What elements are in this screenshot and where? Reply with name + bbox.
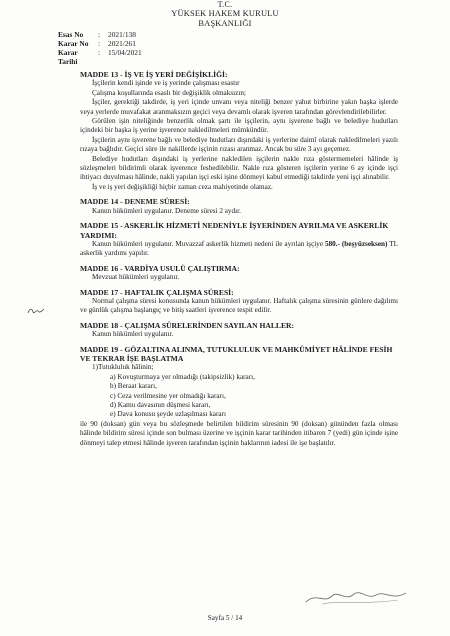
article-15-amount: 580.- bbox=[324, 239, 340, 248]
meta-value: 15/04/2021 bbox=[108, 48, 142, 57]
article-18-title: MADDE 18 - ÇALIŞMA SÜRELERİNDEN SAYILAN HALLER: bbox=[80, 320, 295, 330]
meta-row-esas bbox=[58, 30, 142, 39]
article-19-item: b) Beraat kararı, bbox=[110, 382, 157, 391]
document-header bbox=[0, 0, 450, 29]
signature-stamp bbox=[302, 586, 412, 608]
article-15-amount-words: (beşyüzseksen) bbox=[341, 239, 388, 248]
margin-initials bbox=[26, 306, 46, 316]
document-body bbox=[80, 70, 398, 448]
article-19-item: c) Ceza verilmesine yer olmadığı kararı, bbox=[110, 391, 226, 400]
meta-colon: : bbox=[98, 30, 101, 39]
article-19-item: a) Kovuşturmaya yer olmadığı (takipsizlik) kararı, bbox=[110, 372, 255, 381]
article-13-paragraph-3: İşçilerin aynı işverene bağlı ve belediye hudutları dışındaki iş yerlerine daimî olarak nakledilmeleri yazılı rızaya bağlıdır. Geçici süre ile nakillerde işçinin rızası aranmaz. Ancak bu süre 3 ayı geçemez. bbox=[80, 135, 398, 154]
article-16-text: Mevzuat hükümleri uygulanır. bbox=[92, 273, 180, 282]
meta-value: 2021/138 bbox=[108, 30, 136, 39]
article-19-item: d) Kamu davasının düşmesi kararı, bbox=[110, 401, 211, 409]
article-13-paragraph-1: İşçiler, gerektiği takdirde, iş yeri içinde unvanı veya niteliği benzer yahut birbirine yakın başka işlerde veya yerlerde muvafakat aranmaksızın geçici veya devamlı olarak işveren tarafından görevlendirilebilirler. bbox=[80, 98, 398, 116]
meta-row-karar bbox=[58, 39, 142, 48]
article-17-title: MADDE 17 - HAFTALIK ÇALIŞMA SÜRESİ: bbox=[80, 287, 234, 297]
article-16-title: MADDE 16 - VARDİYA USULÜ ÇALIŞTIRMA: bbox=[80, 263, 240, 273]
article-13-paragraph-4: Belediye hudutları dışındaki iş yerlerine nakledilen işçilerin nakle rıza göstermemeleri hâlinde iş sözleşmeleri bildirimli olarak işverence feshedilebilir. Nakle rıza gösteren işçilerin yerine 6 ay içinde işçi ihtiyacı duyulması hâlinde, nakli yapılan işçi eski işine dönmeyi kabul etmediği takdirde yeni işçi alınabilir. bbox=[80, 154, 398, 182]
header-tc: T.C. bbox=[217, 0, 233, 9]
meta-label: Karar Tarihi bbox=[58, 48, 78, 66]
meta-row-tarih bbox=[58, 48, 142, 66]
article-19-intro: 1)Tutukluluk hâlinin; bbox=[92, 363, 154, 372]
meta-colon: : bbox=[98, 39, 101, 48]
article-17-text: Normal çalışma süresi konusunda kanun hükümleri uygulanır. Haftalık çalışma süresinin günlere dağılımı ve günlük çalışma başlangıç ve bitiş saatleri işverence tespit edilir. bbox=[80, 296, 398, 315]
article-13-paragraph-5: İş ve iş yeri değişikliği hiçbir zaman ceza mahiyetinde olamaz. bbox=[92, 182, 273, 191]
article-15-title: MADDE 15 - ASKERLİK HİZMETİ NEDENİYLE İŞYERİNDEN AYRILMA VE ASKERLİK YARDIMI: bbox=[80, 221, 389, 240]
article-15-text-a: Kanun hükümleri uygulanır. Muvazzaf askerlik hizmeti nedeni ile ayrılan işçiye bbox=[92, 239, 325, 248]
article-13-paragraph-2: Görülen işin niteliğinde benzerlik olmak şartı ile işçilerin, aynı işverene bağlı ve belediye hudutları içindeki bir başka iş yerine işverence nakledilmeleri mümkündür. bbox=[80, 117, 398, 135]
article-13-line-2: Çalışma koşullarında esaslı bir değişiklik olmaksızın; bbox=[92, 88, 246, 97]
meta-label: Karar No bbox=[58, 39, 89, 48]
article-18-text: Kanun hükümleri uygulanır. bbox=[92, 330, 174, 339]
article-19-title: MADDE 19 - GÖZALTINA ALINMA, TUTUKLULUK VE MAHKÛMİYET HÂLİNDE FESİH VE TEKRAR İŞE BAŞLATMA bbox=[80, 344, 393, 363]
meta-value: 2021/261 bbox=[108, 39, 136, 48]
article-14-title: MADDE 14 - DENEME SÜRESİ: bbox=[80, 197, 190, 207]
meta-label: Esas No bbox=[58, 30, 84, 39]
page-number: Sayfa 5 / 14 bbox=[207, 614, 243, 622]
article-13-line-1: İşçilerin kendi işinde ve iş yerinde çalışması esastır bbox=[92, 79, 240, 88]
header-institution: YÜKSEK HAKEM KURULU bbox=[171, 9, 279, 18]
article-14-text: Kanun hükümleri uygulanır. Deneme süresi 2 aydır. bbox=[92, 206, 241, 215]
article-15-text-b: TL askerlik yardımı yapılır. bbox=[80, 239, 398, 258]
article-19-item: e) Dava konusu şeyde uzlaşılması kararı bbox=[110, 410, 226, 419]
article-13-title: MADDE 13 - İŞ VE İŞ YERİ DEĞİŞİKLİĞİ: bbox=[80, 70, 228, 79]
article-19-closing: ile 90 (doksan) gün veya bu sözleşmede belirtilen bildirim süresinin 90 (doksan) gününden fazla olması hâlinde bildirim süresi içinde son bulması üzerine ve işçinin karar tarihinden itibaren 7 (yedi) gün içinde işine dönmeyi talep etmesi hâlinde işveren tarafından işçinin haklarının iadesi ile işe başlatılır. bbox=[80, 419, 398, 447]
header-department: BAŞKANLIĞI bbox=[198, 19, 252, 28]
meta-colon: : bbox=[98, 48, 101, 57]
case-meta bbox=[58, 30, 142, 66]
article-15-text bbox=[80, 240, 398, 259]
